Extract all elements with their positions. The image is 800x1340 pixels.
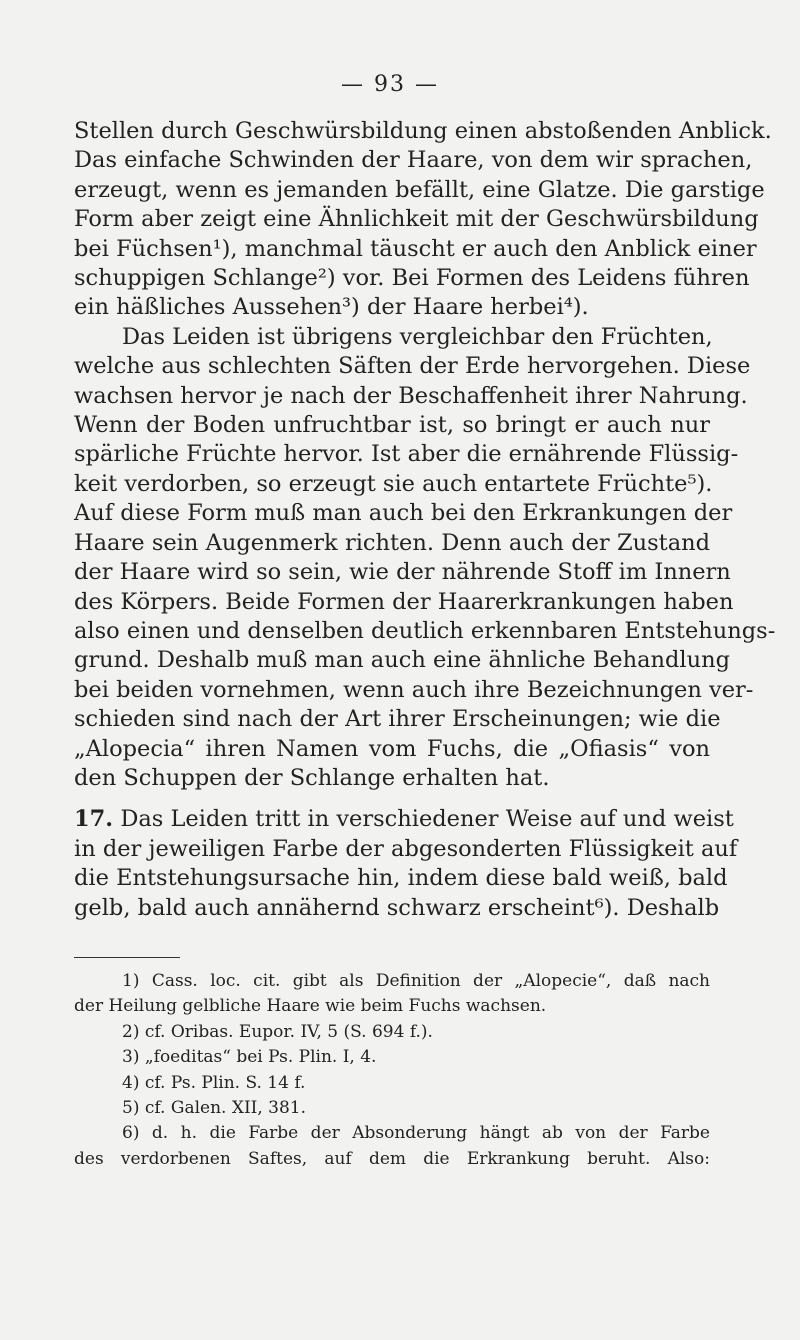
text-line: schuppigen Schlange²) vor. Bei Formen des Leidens führen [74, 265, 750, 292]
footnote-divider [74, 957, 180, 958]
footnote-line: 5) cf. Galen. XII, 381. [122, 1098, 307, 1119]
section-first-line [74, 805, 734, 834]
text-line: grund. Deshalb muß man auch eine ähnliche Behandlung [74, 647, 731, 674]
footnote-line: 4) cf. Ps. Plin. S. 14 f. [122, 1072, 306, 1093]
text-line: Das Leiden ist übrigens vergleichbar den Früchten, [122, 323, 713, 350]
text-line: in der jeweiligen Farbe der abgesonderten Flüssigkeit auf [74, 835, 738, 862]
text-line: spärliche Früchte hervor. Ist aber die ernährende Flüssig- [74, 441, 739, 468]
footnote-line: 6) d. h. die Farbe der Absonderung hängt ab von der Farbe [122, 1123, 710, 1144]
footnote-line: des verdorbenen Saftes, auf dem die Erkrankung beruht. Also: [74, 1148, 710, 1169]
text-line: ein häßliches Aussehen³) der Haare herbei⁴). [74, 294, 589, 321]
text-line: bei beiden vornehmen, wenn auch ihre Bezeichnungen ver- [74, 676, 754, 703]
text-line: Stellen durch Geschwürsbildung einen abstoßenden Anblick. [74, 118, 772, 144]
text-line: Das Leiden tritt in verschiedener Weise auf und weist [120, 806, 734, 833]
text-line: welche aus schlechten Säften der Erde hervorgehen. Diese [74, 353, 751, 380]
text-line: Haare sein Augenmerk richten. Denn auch der Zustand [74, 529, 710, 556]
section-number: 17. [74, 806, 114, 833]
text-line: „Alopecia“ ihren Namen vom Fuchs, die „Ofiasis“ von [74, 735, 710, 762]
text-line: schieden sind nach der Art ihrer Erscheinungen; wie die [74, 706, 721, 733]
text-line: Das einfache Schwinden der Haare, von dem wir sprachen, [74, 147, 753, 174]
main-text [74, 117, 776, 923]
text-line: Wenn der Boden unfruchtbar ist, so bringt er auch nur [74, 412, 710, 439]
page-number: — 93 — [341, 72, 439, 97]
text-line: gelb, bald auch annähernd schwarz erscheint⁶). Deshalb [74, 894, 720, 921]
text-line: die Entstehungsursache hin, indem diese bald weiß, bald [74, 865, 728, 892]
text-line: den Schuppen der Schlange erhalten hat. [74, 764, 550, 791]
text-line: Auf diese Form muß man auch bei den Erkrankungen der [74, 500, 733, 527]
footnote-line: 2) cf. Oribas. Eupor. IV, 5 (S. 694 f.). [122, 1021, 433, 1042]
text-line: wachsen hervor je nach der Beschaffenheit ihrer Nahrung. [74, 382, 748, 409]
footnote-line: 3) „foeditas“ bei Ps. Plin. I, 4. [122, 1047, 377, 1068]
text-line: bei Füchsen¹), manchmal täuscht er auch den Anblick einer [74, 235, 757, 262]
text-line: Form aber zeigt eine Ähnlichkeit mit der Geschwürsbildung [74, 206, 759, 233]
text-line: erzeugt, wenn es jemanden befällt, eine Glatze. Die garstige [74, 176, 765, 203]
text-line: des Körpers. Beide Formen der Haarerkrankungen haben [74, 588, 734, 615]
footnotes [74, 969, 710, 1172]
footnote-line: der Heilung gelbliche Haare wie beim Fuchs wachsen. [74, 996, 547, 1017]
text-line: keit verdorben, so erzeugt sie auch entartete Früchte⁵). [74, 470, 713, 497]
text-line: der Haare wird so sein, wie der nährende Stoff im Innern [74, 559, 731, 586]
text-line: also einen und denselben deutlich erkennbaren Entstehungs- [74, 617, 776, 644]
footnote-line: 1) Cass. loc. cit. gibt als Definition der „Alopecie“, daß nach [122, 971, 710, 991]
